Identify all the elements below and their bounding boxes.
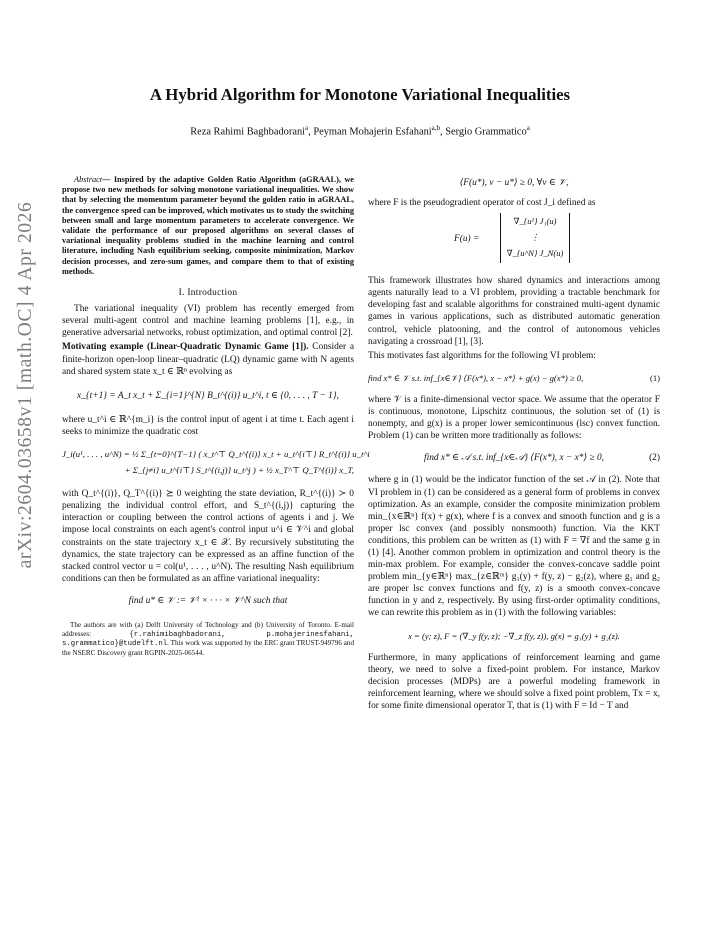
footnote-text: . This work was supported by the ERC grant TRUST-949796 and the NSERC Discovery grant RGPIN-2025-06544. <box>62 639 354 657</box>
equation-number: (1) <box>649 372 660 383</box>
example-heading: Motivating example (Linear-Quadratic Dynamic Game [1]). <box>62 342 309 353</box>
affiliation-mark: a,b <box>431 124 441 132</box>
paragraph: where F is the pseudogradient operator of cost J_i defined as <box>368 198 596 209</box>
paragraph-text: Consider a finite-horizon open-loop linear–quadratic (LQ) dynamic game with N agents and shared system state x_t ∈ ℝⁿ evolving as <box>62 342 354 377</box>
author-name: Peyman Mohajerin Esfahani <box>313 126 432 138</box>
affiliation-mark: a <box>305 124 309 132</box>
equation-lhs: F(u) = <box>454 234 480 245</box>
paragraph: with Q_t^{(i)}, Q_T^{(i)} ⪰ 0 weighting the state deviation, R_t^{(i)} ≻ 0 penalizing the individual control effort, and S_t^{(i,j)} capturing the interaction or coupling between the control actions of agents i and j. We impose local constraints on each agent's control input u^i ∈ 𝒱^i and global constraints on the state trajectory x_t ∈ 𝒳. By recursively substituting the dynamics, the state trajectory can be expressed as an affine function of the stacked control vector u = col(u¹, . . . , u^N). The resulting Nash equilibrium conditions can then be formulated as an affine variational inequality: <box>62 489 354 584</box>
footnote <box>62 621 354 657</box>
section-heading: I. Introduction <box>178 288 238 299</box>
abstract <box>62 175 354 277</box>
arxiv-stamp[interactable]: arXiv:2604.03658v1 [math.OC] 4 Apr 2026 <box>15 201 36 569</box>
equation-1 <box>368 372 660 384</box>
equation-cost-line1: J_i(u¹, . . . , u^N) = ½ Σ_{t=0}^{T−1} ( x_t^⊤ Q_t^{(i)} x_t + u_t^{i⊤} R_t^{(i)} u_t^i <box>62 448 370 459</box>
equation-vi-find: find u* ∈ 𝒱 := 𝒱¹ × · · · × 𝒱^N such that <box>128 595 288 606</box>
matrix <box>500 213 570 263</box>
affiliation-mark: a <box>526 124 530 132</box>
paragraph: This framework illustrates how shared dynamics and interactions among agents naturally lead to a VI problem, providing a tractable benchmark for developing fast and scalable algorithms for constrained multi-agent dynamic games in various applications, such as distributed automatic generation control, vehicle platooning, and the control of autonomous vehicles navigating a crossroad [1], [3]. <box>368 276 660 347</box>
equation-dynamics: x_{t+1} = A_t x_t + Σ_{i=1}^{N} B_t^{(i)} u_t^i, t ∈ {0, . . . , T − 1}, <box>77 390 339 401</box>
author-name: Reza Rahimi Baghbadorani <box>190 126 306 138</box>
matrix-row: ⋮ <box>530 232 540 243</box>
paragraph: where 𝒱 is a finite-dimensional vector space. We assume that the operator F is continuous, monotone, Lipschitz continuous, the solution set of (1) is nonempty, and g(x) is a proper lower semicontinuous (lsc) convex function. Problem (1) can be written more traditionally as follows: <box>368 394 660 442</box>
left-column <box>62 175 370 659</box>
paragraph <box>62 341 354 377</box>
equation-body: find x* ∈ 𝒜 s.t. inf_{x∈𝒜} ⟨F(x*), x − x*⟩ ≥ 0, <box>423 453 604 464</box>
equation-2 <box>368 452 660 464</box>
equation-number: (2) <box>649 453 660 464</box>
matrix-row: ∇_{u^N} J_N(u) <box>506 248 564 259</box>
paragraph: where g in (1) would be the indicator function of the set 𝒜 in (2). Note that VI problem in (1) can be considered as a general form of problems in convex optimization. As an example, consider the composite minimization problem min_{x∈ℝⁿ} f(x) + g(x), where f is a convex and smooth function and g is a proper lsc convex (and possibly nonsmooth) function. Via the KKT conditions, this problem can be written as (1) with F = ∇f and the same g in (1) [4]. Another common problem in optimization and control theory is the min-max problem. For example, consider the convex-concave saddle point problem min_{y∈ℝⁿ} max_{z∈ℝᵐ} g₁(y) + f(y, z) − g₂(z), where g₁ and g₂ are proper lsc convex functions and f(y, z) is a smooth convex-concave function in y and z, respectively. By using first-order optimality conditions, we can rewrite this problem as in (1) with the following variables: <box>368 475 660 619</box>
footnote-text: The authors are with (a) Delft University of Technology and (b) University of Toronto. E-mail addresses: <box>62 621 354 638</box>
equation-cost-line2: + Σ_{j≠i} u_t^{i⊤} S_t^{(i,j)} u_t^j ) + ½ x_T^⊤ Q_T^{(i)} x_T, <box>124 465 354 476</box>
paragraph: where u_t^i ∈ ℝ^{m_i} is the control input of agent i at time t. Each agent i seeks to minimize the quadratic cost <box>62 414 354 437</box>
equation-pseudogradient <box>368 213 660 269</box>
abstract-label: Abstract <box>74 175 103 184</box>
paragraph: The variational inequality (VI) problem has recently emerged from several multi-agent control and machine learning problems [1], e.g., in generative adversarial networks, robust optimization, and optimal control [2]. <box>62 304 354 339</box>
paragraph: This motivates fast algorithms for the following VI problem: <box>368 350 596 361</box>
equation-saddle-variables: x = (y; z), F = (∇_y f(y, z); −∇_z f(y, z)), g(x) = g₁(y) + g₂(z). <box>408 630 620 641</box>
matrix-row: ∇_{u¹} J₁(u) <box>513 216 557 227</box>
author-line: Reza Rahimi Baghbadorani$^a$, Peyman Mohajerin Esfahani$^{a,b}$, Sergio Grammatico$^a$ <box>190 124 530 138</box>
author-name: Sergio Grammatico <box>445 126 527 138</box>
paper-title: A Hybrid Algorithm for Monotone Variational Inequalities <box>149 85 571 104</box>
abstract-text: — Inspired by the adaptive Golden Ratio Algorithm (aGRAAL), we propose two new methods for solving monotone variational inequalities. We show that by selecting the momentum parameter beyond the golden ratio in aGRAAL, the convergence speed can be improved, which motivates us to study the switching between small and large momentum parameters to accelerate convergence. We validate the performance of our proposed algorithms on several classes of variational inequality problems studied in the machine learning and control literature, including Nash equilibrium seeking, composite minimization, Markov decision processes, and zero-sum games, and compare them to that of existing methods. <box>62 175 354 276</box>
equation-body: find x* ∈ 𝒱 s.t. inf_{x∈𝒱} ⟨F(x*), x − x*⟩ + g(x) − g(x*) ≥ 0, <box>368 372 584 383</box>
paragraph: Furthermore, in many applications of reinforcement learning and game theory, we need to solve a fixed-point problem. For instance, Markov decision processes (MDPs) are a powerful modeling framework in reinforcement learning, where we should solve a fixed point problem, Tx = x, for some finite dimensional operator T, that is (1) with F = Id − T and <box>368 652 660 711</box>
email-addresses[interactable]: {r.rahimibaghbadorani, p.mohajerinesfahani, s.grammatico}@tudelft.nl <box>62 630 354 649</box>
equation-vi: ⟨F(u*), v − u*⟩ ≥ 0, ∀v ∈ 𝒱, <box>459 178 569 188</box>
right-column <box>368 175 660 714</box>
